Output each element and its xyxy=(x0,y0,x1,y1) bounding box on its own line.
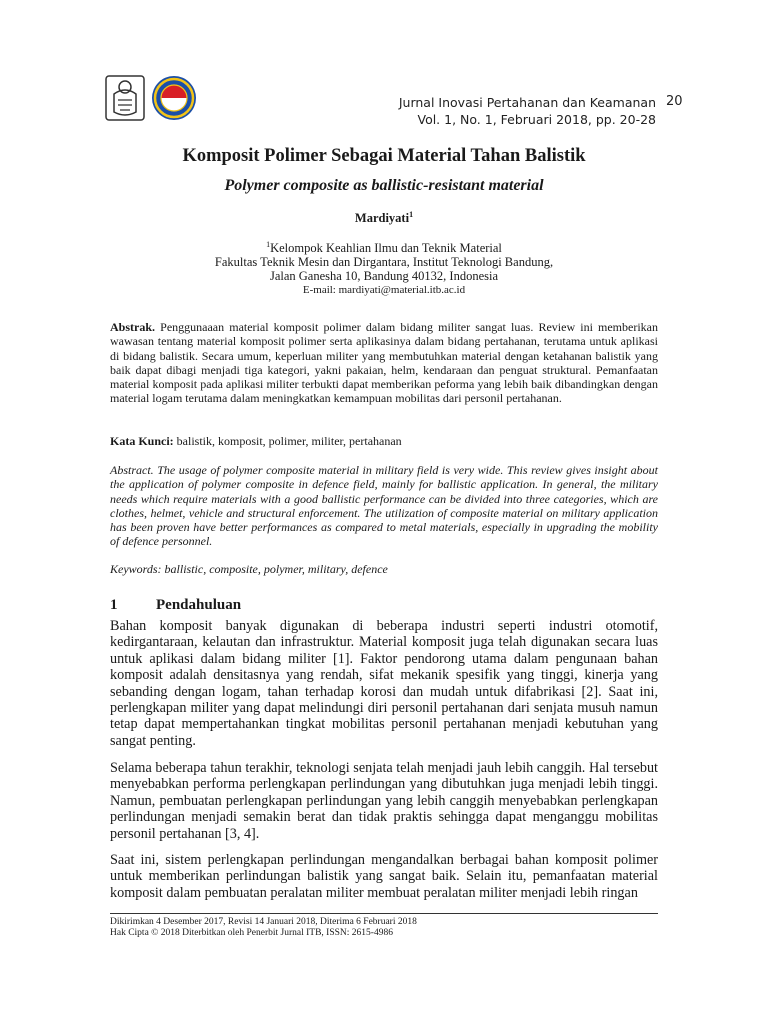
body-paragraph-2: Selama beberapa tahun terakhir, teknologi senjata telah menjadi jauh lebih canggih. Hal tersebut menyebabkan performa perlengkapan perlindungan yang dibutuhkan juga menjadi lebih tinggi. Namun, pembuatan perlengkapan perlindungan yang lebih canggih menyebabkan perlengkapan perlindungan menjadi semakin berat dan tidak praktis sehingga dapat menganggu mobilitas personil pertahanan [3, 4]. xyxy=(110,760,658,842)
affiliation-address: Jalan Ganesha 10, Bandung 40132, Indonesia xyxy=(269,269,499,284)
abstract-english: Abstract. The usage of polymer composite material in military field is very wide. This review gives insight about the application of polymer composite in defence field, mainly for ballistic application. In general, the military needs which require materials with a good ballistic performance can be divided into three categories, which are clothes, helmet, vehicle and structural enforcement. The utilization of composite material on military application has been proven have better performances as compared to metal materials, especially in upgrading the mobility of defence personnel. xyxy=(110,463,658,549)
footer-dates: Dikirimkan 4 Desember 2017, Revisi 14 Januari 2018, Diterima 6 Februari 2018 xyxy=(110,917,417,927)
body-paragraph-3: Saat ini, sistem perlengkapan perlindungan mengandalkan berbagai bahan komposit polimer untuk memberikan perlindungan balistik yang sangat baik. Selain itu, pemanfaatan material komposit dalam pembuatan peralatan militer membuat peralatan militer menjadi lebih ringan xyxy=(110,852,658,901)
abstract-label: Abstrak. xyxy=(110,320,156,334)
section-number: 1 xyxy=(110,597,118,613)
affiliation-group: Kelompok Keahlian Ilmu dan Teknik Material xyxy=(270,241,502,256)
abstract-text: Penggunaaan material komposit polimer dalam bidang militer sangat luas. Review ini memberikan wawasan tentang material komposit polimer serta aplikasinya dalam bidang pertahanan, terutama untuk aplikasi di bidang balistik. Secara umum, keperluan militer yang membutuhkan material dengan ketahanan balistik yang baik dapat dibagi menjadi tiga kategori, yakni pakaian, helm, kendaraan dan penguat struktural. Pemanfaatan material komposit pada aplikasi militer terbukti dapat memberikan peforma yang lebih baik dibandingkan dengan material logam terutama dalam meningkatkan kemampuan mobilitas dari personil pertahanan. xyxy=(110,320,659,406)
section-title: Pendahuluan xyxy=(156,597,242,613)
affiliation-faculty: Fakultas Teknik Mesin dan Dirgantara, Institut Teknologi Bandung, xyxy=(214,255,554,270)
journal-info xyxy=(399,94,656,128)
affiliation-email: E-mail: mardiyati@material.itb.ac.id xyxy=(302,284,466,297)
keywords-indonesian xyxy=(110,434,658,448)
paper-title: Komposit Polimer Sebagai Material Tahan Balistik xyxy=(182,146,586,166)
paper-subtitle: Polymer composite as ballistic-resistant material xyxy=(224,177,544,194)
footer-divider xyxy=(110,913,658,914)
journal-volume: Vol. 1, No. 1, Februari 2018, pp. 20-28 xyxy=(417,112,656,127)
journal-name: Jurnal Inovasi Pertahanan dan Keamanan xyxy=(398,95,656,110)
defence-emblem-icon xyxy=(152,76,196,120)
footer-copyright: Hak Cipta © 2018 Diterbitkan oleh Penerbit Jurnal ITB, ISSN: 2615-4986 xyxy=(110,928,393,938)
section-heading xyxy=(110,597,241,614)
affiliation-mark: 1 xyxy=(266,240,271,249)
author-name: Mardiyati xyxy=(354,211,410,226)
author xyxy=(0,210,768,226)
page-number: 20 xyxy=(666,94,683,109)
abstract-indonesian xyxy=(110,320,658,406)
body-paragraph-1: Bahan komposit banyak digunakan di beberapa industri seperti industri otomotif, kedirgantaraan, kelautan dan infrastruktur. Material komposit juga telah digunakan secara luas untuk aplikasi dalam bidang militer [1]. Faktor pendorong utama dalam pengunaan bahan komposit adalah densitasnya yang rendah, sifat mekanik spesifik yang tinggi, kinerja yang sebanding dengan logam, tahan terhadap korosi dan mudah untuk difabrikasi [2]. Saat ini, perlengkapan militer yang dapat melindungi diri personil pertahanan dari senjata musuh namun tetap dapat mempertahankan tingkat mobilitas personil pertahanan menjadi kebutuhan yang sangat penting. xyxy=(110,618,658,749)
keywords-text: balistik, komposit, polimer, militer, pertahanan xyxy=(176,434,402,448)
journal-logos xyxy=(104,72,200,124)
keywords-english: Keywords: ballistic, composite, polymer, military, defence xyxy=(110,562,388,576)
affiliation xyxy=(0,238,768,297)
itb-ganesha-logo-icon xyxy=(106,76,144,120)
keywords-label: Kata Kunci: xyxy=(110,434,174,448)
author-affiliation-mark: 1 xyxy=(409,210,414,219)
